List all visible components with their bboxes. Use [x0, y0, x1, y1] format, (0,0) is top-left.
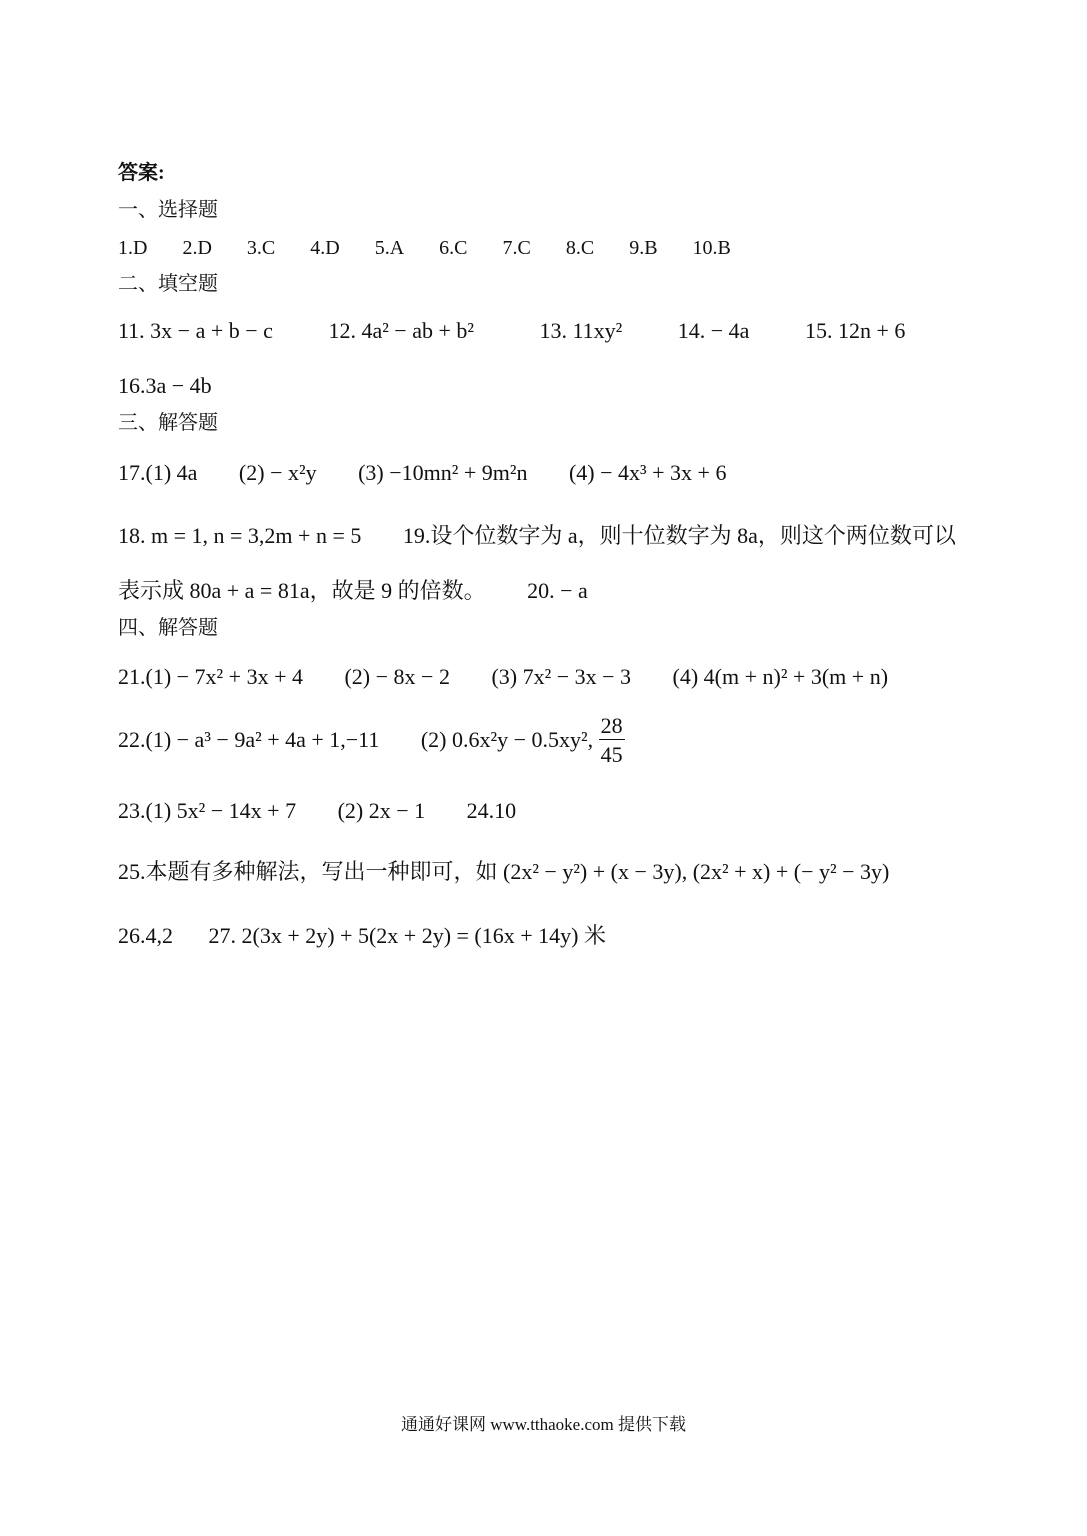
choice-answer: 9.B	[629, 237, 658, 259]
answer-24: 24.10	[466, 798, 517, 823]
section-heading-fill: 二、填空题	[118, 273, 218, 295]
choice-answer: 4.D	[310, 237, 340, 259]
answer-23-24-row	[118, 800, 516, 822]
section-heading-solve-2: 四、解答题	[118, 617, 218, 639]
fill-answer-14: 14. − 4a	[677, 318, 750, 343]
fraction-numerator: 28	[600, 713, 623, 738]
answer-25: 25.本题有多种解法，写出一种即可，如 (2x² − y²) + (x − 3y), (2x² + x) + (− y² − 3y)	[118, 859, 890, 884]
answer-23-2: (2) 2x − 1	[337, 798, 426, 823]
fill-answer-15: 15. 12n + 6	[804, 318, 906, 343]
answer-21-row	[118, 666, 888, 688]
answer-21-1: 21.(1) − 7x² + 3x + 4	[118, 664, 303, 689]
answer-17-4: (4) − 4x³ + 3x + 6	[568, 460, 727, 485]
answer-22-fraction	[599, 715, 625, 766]
fill-answers-row	[118, 320, 905, 342]
answer-22-1: 22.(1) − a³ − 9a² + 4a + 1,−11	[118, 727, 380, 752]
page-footer: 通通好课网 www.tthaoke.com 提供下载	[400, 1415, 687, 1434]
answer-19-part1: 19.设个位数字为 a，则十位数字为 8a，则这个两位数可以	[402, 523, 956, 548]
section-heading-solve-1: 三、解答题	[118, 412, 218, 434]
answer-18-19-row	[118, 525, 956, 547]
answer-23-1: 23.(1) 5x² − 14x + 7	[118, 798, 297, 823]
fill-answer-13: 13. 11xy²	[539, 318, 623, 343]
answer-18: 18. m = 1, n = 3,2m + n = 5	[118, 523, 362, 548]
choice-answers-row	[118, 238, 731, 258]
answer-17-1: 17.(1) 4a	[118, 460, 198, 485]
answer-27: 27. 2(3x + 2y) + 5(2x + 2y) = (16x + 14y) 米	[208, 923, 606, 948]
answer-19-20-row	[118, 580, 588, 602]
answer-21-2: (2) − 8x − 2	[344, 664, 450, 689]
choice-answer: 3.C	[246, 237, 276, 259]
answer-22-2: (2) 0.6x²y − 0.5xy²,	[420, 727, 594, 752]
fill-answer-12: 12. 4a² − ab + b²	[328, 318, 474, 343]
fraction-denominator: 45	[600, 742, 623, 767]
answer-17-3: (3) −10mn² + 9m²n	[358, 460, 528, 485]
choice-answer: 7.C	[502, 237, 531, 259]
answer-17-row	[118, 462, 726, 484]
choice-answer: 2.D	[182, 237, 212, 259]
choice-answer: 1.D	[118, 237, 148, 259]
section-heading-choice: 一、选择题	[118, 199, 218, 221]
answer-22-row	[118, 715, 625, 766]
choice-answer: 6.C	[439, 237, 468, 259]
answer-17-2: (2) − x²y	[238, 460, 317, 485]
answer-26-27-row	[118, 925, 606, 947]
fill-answer-16: 16.3a − 4b	[118, 373, 212, 398]
choice-answer: 10.B	[692, 237, 731, 259]
answer-21-4: (4) 4(m + n)² + 3(m + n)	[672, 664, 889, 689]
answer-26: 26.4,2	[118, 923, 173, 948]
answer-19-part2: 表示成 80a + a = 81a，故是 9 的倍数。	[118, 578, 486, 603]
choice-answer: 5.A	[374, 237, 405, 259]
choice-answer: 8.C	[565, 237, 595, 259]
fill-answer-11: 11. 3x − a + b − c	[118, 318, 273, 343]
answer-20: 20. − a	[527, 578, 588, 603]
answer-title: 答案:	[118, 162, 165, 184]
answer-21-3: (3) 7x² − 3x − 3	[491, 664, 632, 689]
